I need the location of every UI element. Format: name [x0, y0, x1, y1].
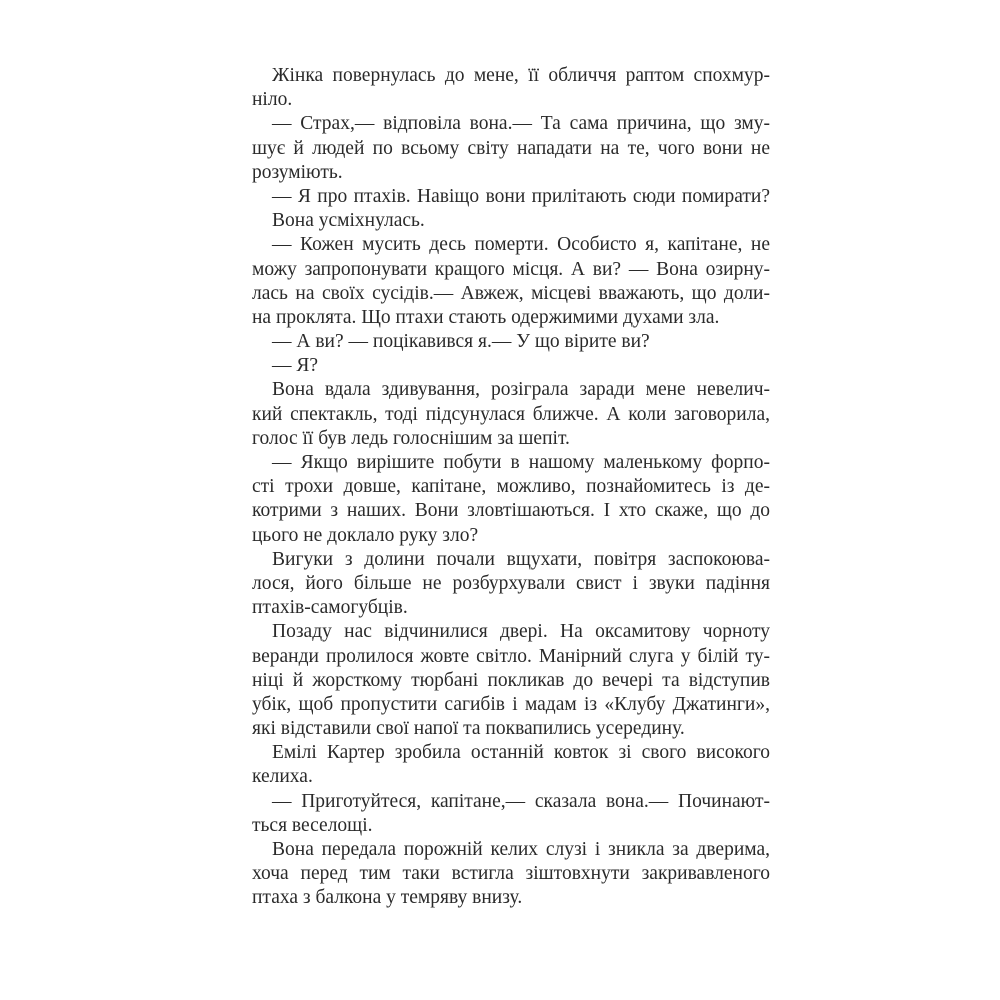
- text-line: [252, 862, 770, 886]
- text-line-content: які відставили свої напої та поквапились усередину.: [252, 718, 685, 740]
- text-line-content: можу запропонувати кращого місця. А ви? — Вона озирну-: [252, 258, 770, 280]
- text-line: [252, 64, 770, 88]
- text-line: [252, 137, 770, 161]
- text-line-content: — Я?: [272, 355, 319, 377]
- text-line: [252, 330, 770, 354]
- text-line: [252, 451, 770, 475]
- text-line: [252, 403, 770, 427]
- text-line-content: — Страх,— відповіла вона.— Та сама причина, що зму-: [272, 113, 770, 135]
- text-line-content: лося, його більше не розбурхували свист і звуки падіння: [252, 572, 770, 594]
- text-line: [252, 886, 770, 910]
- text-line-content: — Якщо вирішите побути в нашому маленькому форпо-: [272, 452, 770, 473]
- text-line: [252, 765, 770, 789]
- body-text: [252, 64, 770, 911]
- text-line: [252, 717, 770, 741]
- text-line: [252, 233, 770, 257]
- text-line: [252, 524, 770, 548]
- text-line: [252, 427, 770, 451]
- text-line: [252, 693, 770, 717]
- text-line-content: Вигуки з долини почали вщухати, повітря заспокоюва-: [272, 548, 770, 570]
- text-line-content: — А ви? — поцікавився я.— У що вірите ви?: [272, 331, 650, 353]
- text-line-content: ться веселощі.: [252, 814, 373, 836]
- text-line-content: розуміють.: [252, 161, 343, 183]
- text-line-content: Вона усміхнулась.: [272, 210, 425, 232]
- text-line-content: кий спектакль, тоді підсунулася ближче. А коли заговорила,: [252, 403, 770, 425]
- text-line-content: — Приготуйтеся, капітане,— сказала вона.— Починают-: [272, 790, 770, 812]
- text-line: [252, 209, 770, 233]
- text-line: [252, 161, 770, 185]
- text-line: [252, 378, 770, 402]
- text-line-content: птахів-самогубців.: [252, 597, 408, 619]
- text-line-content: веранди пролилося жовте світло. Манірний слуга у білій ту-: [252, 645, 770, 667]
- text-line: [252, 306, 770, 330]
- text-line: [252, 814, 770, 838]
- text-line-content: цього не доклало руку зло?: [252, 524, 479, 546]
- text-line-content: келиха.: [252, 766, 313, 788]
- text-line-content: убік, щоб пропустити сагибів і мадам із «Клубу Джатинги»,: [252, 693, 770, 715]
- text-line: [252, 258, 770, 282]
- text-line: [252, 282, 770, 306]
- text-line-content: ніло.: [252, 89, 293, 111]
- text-line: [252, 669, 770, 693]
- text-line-content: — Я про птахів. Навіщо вони прилітають сюди помирати?: [272, 185, 770, 207]
- text-line-content: птаха з балкона у темряву внизу.: [252, 887, 523, 909]
- text-line-content: Емілі Картер зробила останній ковток зі свого високого: [272, 742, 770, 764]
- text-line-content: Вона вдала здивування, розіграла заради мене невелич-: [272, 379, 770, 401]
- text-line: [252, 499, 770, 523]
- text-line: [252, 354, 770, 378]
- text-line: [252, 185, 770, 209]
- text-line: [252, 475, 770, 499]
- text-line: [252, 645, 770, 669]
- text-line: [252, 620, 770, 644]
- text-line: [252, 88, 770, 112]
- text-line: [252, 790, 770, 814]
- text-line-content: Жінка повернулась до мене, її обличчя раптом спохмур-: [272, 65, 770, 86]
- text-line-content: хоча перед тим таки встигла зіштовхнути закривавленого: [252, 863, 770, 885]
- text-line-content: Позаду нас відчинилися двері. На оксамитову чорноту: [272, 621, 770, 643]
- text-line-content: голос її був ледь голоснішим за шепіт.: [252, 427, 570, 449]
- text-line-content: сті трохи довше, капітане, можливо, познайомитесь із де-: [252, 476, 770, 498]
- text-line: [252, 112, 770, 136]
- text-line: [252, 548, 770, 572]
- text-line: [252, 741, 770, 765]
- text-line-content: шує й людей по всьому світу нападати на те, чого вони не: [252, 137, 770, 159]
- text-line: [252, 572, 770, 596]
- text-line: [252, 596, 770, 620]
- text-line-content: котрими з наших. Вони зловтішаються. І хто скаже, що до: [252, 500, 770, 522]
- text-line-content: лась на своїх сусідів.— Авжеж, місцеві вважають, що доли-: [252, 282, 770, 304]
- text-line-content: ніці й жорсткому тюрбані покликав до вечері та відступив: [252, 669, 770, 691]
- text-line-content: Вона передала порожній келих слузі і зникла за дверима,: [272, 839, 770, 860]
- text-line-content: — Кожен мусить десь померти. Особисто я, капітане, не: [272, 234, 770, 256]
- text-line: [252, 838, 770, 862]
- text-line-content: на проклята. Що птахи стають одержимими духами зла.: [252, 306, 720, 328]
